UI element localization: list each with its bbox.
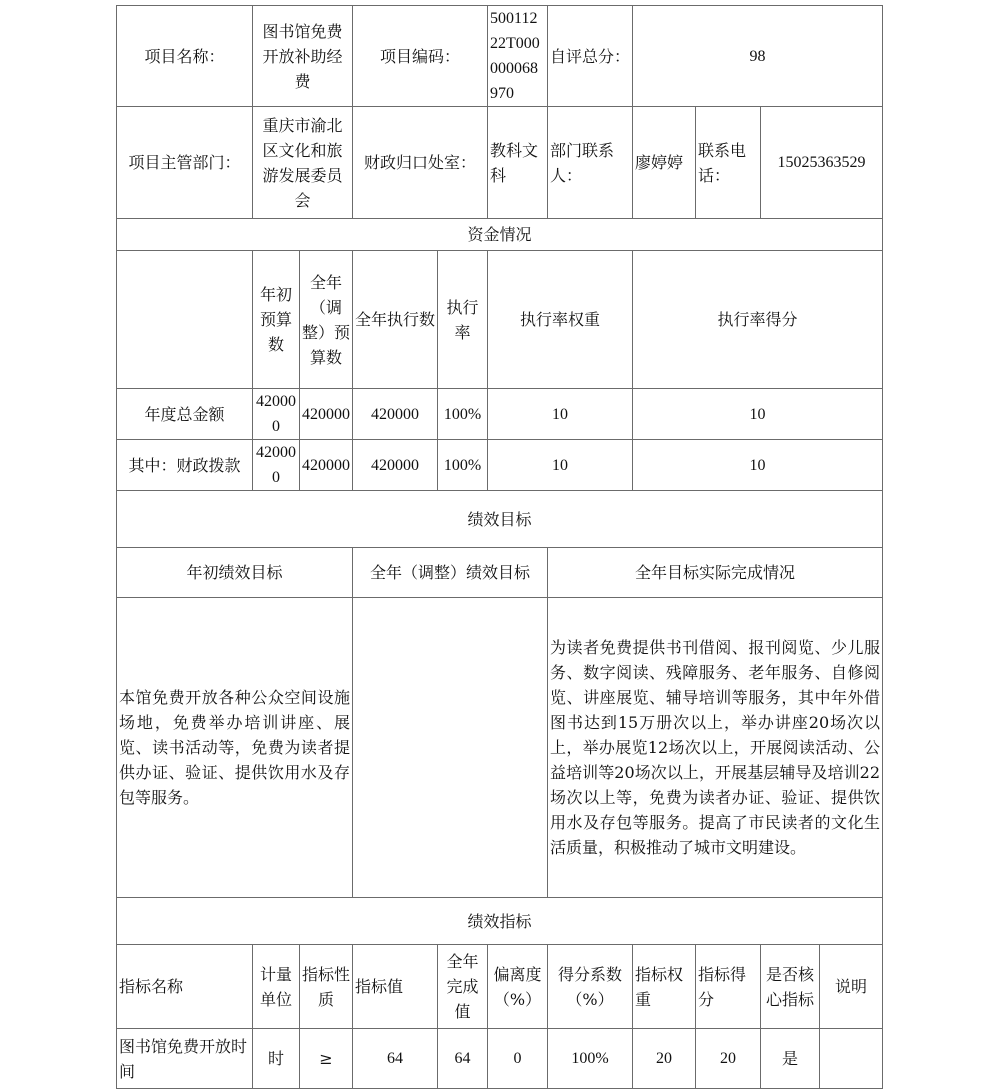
goals-adjusted-text — [353, 598, 548, 898]
funds-header-rate-weight: 执行率权重 — [488, 251, 633, 389]
contact-value: 廖婷婷 — [633, 107, 696, 219]
indicator-cell: 20 — [696, 1029, 761, 1089]
funds-row-label: 其中：财政拨款 — [117, 440, 253, 491]
self-score-label: 自评总分： — [548, 6, 633, 107]
indicator-cell: 0 — [488, 1029, 548, 1089]
phone-value: 15025363529 — [761, 107, 883, 219]
funds-cell: 10 — [633, 440, 883, 491]
funds-cell: 420000 — [300, 440, 353, 491]
funds-cell: 420000 — [353, 440, 438, 491]
funds-cell: 420000 — [353, 389, 438, 440]
indicator-header-deviation: 偏离度（%） — [488, 945, 548, 1029]
finance-office-label: 财政归口处室： — [353, 107, 488, 219]
funds-header-rate-score: 执行率得分 — [633, 251, 883, 389]
indicator-header-completed: 全年完成值 — [438, 945, 488, 1029]
indicators-section-title: 绩效指标 — [117, 898, 883, 945]
indicator-header-weight: 指标权重 — [633, 945, 696, 1029]
goals-section-title: 绩效目标 — [117, 491, 883, 548]
indicator-header-name: 指标名称 — [117, 945, 253, 1029]
indicator-cell: 时 — [253, 1029, 300, 1089]
funds-cell: 10 — [633, 389, 883, 440]
finance-office-value: 教科文科 — [488, 107, 548, 219]
funds-header-blank — [117, 251, 253, 389]
funds-header-adjusted-budget: 全年（调整）预算数 — [300, 251, 353, 389]
goals-header-actual: 全年目标实际完成情况 — [548, 548, 883, 598]
funds-cell: 10 — [488, 389, 633, 440]
funds-row-total — [117, 389, 883, 440]
funds-cell: 100% — [438, 440, 488, 491]
funds-row-label: 年度总金额 — [117, 389, 253, 440]
goals-header-adjusted: 全年（调整）绩效目标 — [353, 548, 548, 598]
indicator-cell: 64 — [353, 1029, 438, 1089]
indicator-cell — [820, 1029, 883, 1089]
dept-value: 重庆市渝北区文化和旅游发展委员会 — [253, 107, 353, 219]
indicator-cell: 图书馆免费开放时间 — [117, 1029, 253, 1089]
indicator-cell: 是 — [761, 1029, 820, 1089]
indicator-cell: 100% — [548, 1029, 633, 1089]
funds-cell: 420000 — [253, 440, 300, 491]
funds-header-executed: 全年执行数 — [353, 251, 438, 389]
funds-header-initial-budget: 年初预算数 — [253, 251, 300, 389]
indicator-cell: 64 — [438, 1029, 488, 1089]
performance-evaluation-table — [116, 5, 883, 1089]
funds-section-title: 资金情况 — [117, 219, 883, 251]
dept-label: 项目主管部门： — [117, 107, 253, 219]
indicator-header-coefficient: 得分系数（%） — [548, 945, 633, 1029]
funds-cell: 420000 — [253, 389, 300, 440]
indicator-header-nature: 指标性质 — [300, 945, 353, 1029]
funds-cell: 10 — [488, 440, 633, 491]
project-name-label: 项目名称： — [117, 6, 253, 107]
funds-row-fiscal — [117, 440, 883, 491]
indicator-header-core: 是否核心指标 — [761, 945, 820, 1029]
indicator-header-note: 说明 — [820, 945, 883, 1029]
contact-label: 部门联系人： — [548, 107, 633, 219]
funds-header-exec-rate: 执行率 — [438, 251, 488, 389]
table-row — [117, 1029, 883, 1089]
self-score-value: 98 — [633, 6, 883, 107]
goals-initial-text: 本馆免费开放各种公众空间设施场地，免费举办培训讲座、展览、读书活动等，免费为读者提供办证、验证、提供饮用水及存包等服务。 — [117, 598, 353, 898]
project-code-label: 项目编码： — [353, 6, 488, 107]
funds-cell: 420000 — [300, 389, 353, 440]
indicator-cell: ≥ — [300, 1029, 353, 1089]
phone-label: 联系电话： — [696, 107, 761, 219]
funds-cell: 100% — [438, 389, 488, 440]
indicator-header-value: 指标值 — [353, 945, 438, 1029]
indicator-header-unit: 计量单位 — [253, 945, 300, 1029]
indicator-cell: 20 — [633, 1029, 696, 1089]
project-name-value: 图书馆免费开放补助经费 — [253, 6, 353, 107]
goals-header-initial: 年初绩效目标 — [117, 548, 353, 598]
indicator-header-score: 指标得分 — [696, 945, 761, 1029]
goals-actual-text: 为读者免费提供书刊借阅、报刊阅览、少儿服务、数字阅读、残障服务、老年服务、自修阅览、讲座展览、辅导培训等服务，其中年外借图书达到15万册次以上，举办讲座20场次以上，举办展览12场次以上，开展阅读活动、公益培训等20场次以上，开展基层辅导及培训22场次以上等，免费为读者办证、验证、提供饮用水及存包等服务。提高了市民读者的文化生活质量，积极推动了城市文明建设。 — [548, 598, 883, 898]
project-code-value: 50011222T000000068970 — [488, 6, 548, 107]
